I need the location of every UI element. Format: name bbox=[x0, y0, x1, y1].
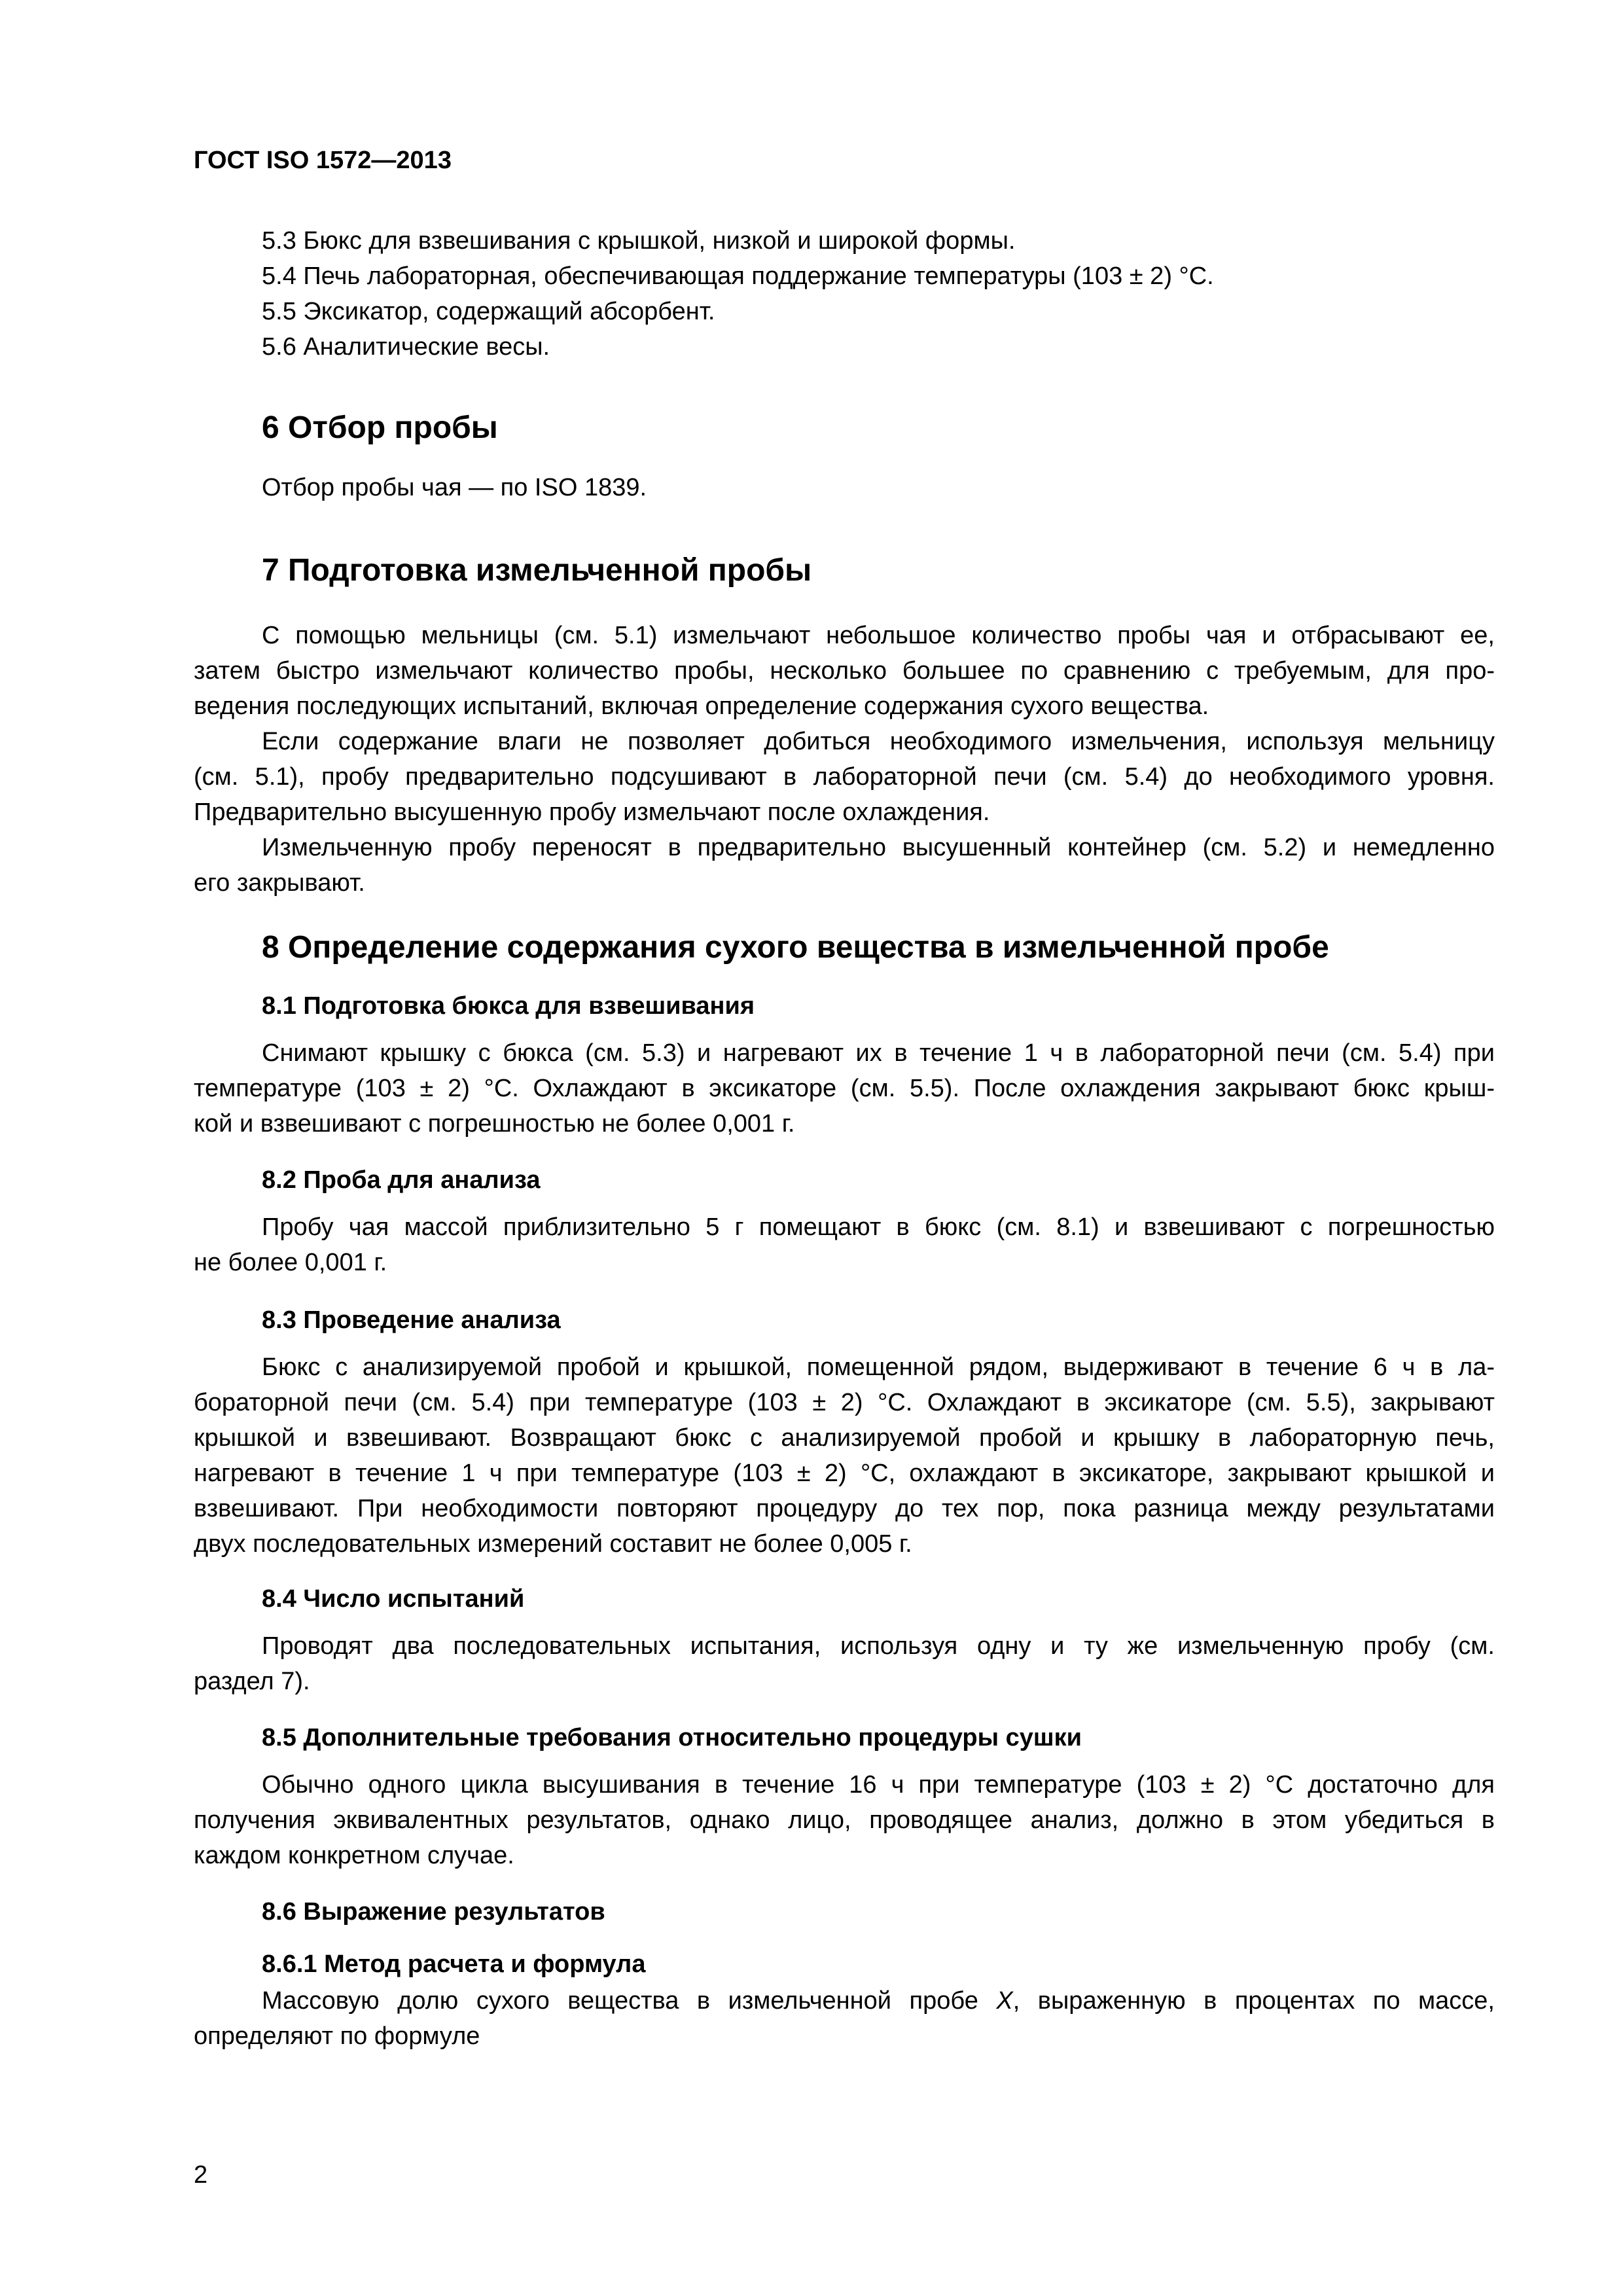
text-line bbox=[194, 1983, 1495, 2018]
section-8-6-1-title: 8.6.1 Метод расчета и формула bbox=[262, 1950, 646, 1978]
section-8-6-1-text bbox=[194, 1983, 1495, 2054]
variable-x: X bbox=[996, 1987, 1013, 2015]
section-6-title: 6 Отбор пробы bbox=[262, 410, 498, 445]
section-8-2-title: 8.2 Проба для анализа bbox=[262, 1166, 541, 1194]
text-line: определяют по формуле bbox=[194, 2022, 480, 2050]
list-item-5-5: 5.5 Эксикатор, содержащий абсорбент. bbox=[262, 298, 715, 325]
section-7-title: 7 Подготовка измельченной пробы bbox=[262, 553, 812, 588]
section-8-3-title: 8.3 Проведение анализа bbox=[262, 1306, 561, 1334]
section-8-5-title: 8.5 Дополнительные требования относительно процедуры сушки bbox=[262, 1724, 1082, 1751]
text-line: двух последовательных измерений составит не более 0,005 г. bbox=[194, 1530, 912, 1558]
text-line: Обычно одного цикла высушивания в течение 16 ч при температуре (103 ± 2) °С достаточно для bbox=[262, 1771, 1495, 1799]
text-line: ведения последующих испытаний, включая определение содержания сухого вещества. bbox=[194, 692, 1209, 720]
section-8-title: 8 Определение содержания сухого вещества в измельченной пробе bbox=[262, 930, 1329, 965]
page-number: 2 bbox=[194, 2161, 208, 2189]
section-8-6-title: 8.6 Выражение результатов bbox=[262, 1898, 605, 1926]
text-line: нагревают в течение 1 ч при температуре (103 ± 2) °С, охлаждают в эксикаторе, закрывают крышкой и bbox=[194, 1460, 1495, 1487]
text-line: С помощью мельницы (см. 5.1) измельчают небольшое количество пробы чая и отбрасывают ее, bbox=[262, 622, 1495, 649]
text-line: крышкой и взвешивают. Возвращают бюкс с анализируемой пробой и крышку в лабораторную печь, bbox=[194, 1424, 1495, 1452]
section-8-4-title: 8.4 Число испытаний bbox=[262, 1585, 525, 1613]
document-header: ГОСТ ISO 1572—2013 bbox=[194, 147, 452, 174]
list-item-5-6: 5.6 Аналитические весы. bbox=[262, 333, 550, 361]
list-item-5-4: 5.4 Печь лабораторная, обеспечивающая поддержание температуры (103 ± 2) °С. bbox=[262, 262, 1214, 290]
text-line: (см. 5.1), пробу предварительно подсушивают в лабораторной печи (см. 5.4) до необходимого уровня. bbox=[194, 763, 1495, 791]
section-8-4-text bbox=[194, 1628, 1495, 1699]
section-8-3-text bbox=[194, 1350, 1495, 1562]
list-item-5-3: 5.3 Бюкс для взвешивания с крышкой, низкой и широкой формы. bbox=[262, 227, 1016, 255]
text-line: кой и взвешивают с погрешностью не более 0,001 г. bbox=[194, 1110, 795, 1138]
section-7-paragraph-1 bbox=[194, 618, 1495, 901]
text-line: Если содержание влаги не позволяет добиться необходимого измельчения, используя мельницу bbox=[262, 728, 1495, 755]
text-line: Предварительно высушенную пробу измельчают после охлаждения. bbox=[194, 798, 990, 826]
text-line: раздел 7). bbox=[194, 1668, 310, 1695]
section-6-text: Отбор пробы чая — по ISO 1839. bbox=[262, 474, 647, 501]
text-line: Бюкс с анализируемой пробой и крышкой, помещенной рядом, выдерживают в течение 6 ч в ла- bbox=[262, 1354, 1495, 1381]
text-line: Снимают крышку с бюкса (см. 5.3) и нагревают их в течение 1 ч в лабораторной печи (см. 5.4) при bbox=[262, 1039, 1495, 1067]
text-line: Проводят два последовательных испытания, используя одну и ту же измельченную пробу (см. bbox=[262, 1632, 1495, 1660]
section-8-5-text bbox=[194, 1767, 1495, 1873]
text-line: не более 0,001 г. bbox=[194, 1249, 387, 1276]
text-line: температуре (103 ± 2) °С. Охлаждают в эксикаторе (см. 5.5). После охлаждения закрывают бюкс крыш- bbox=[194, 1075, 1495, 1102]
text-line: Пробу чая массой приблизительно 5 г помещают в бюкс (см. 8.1) и взвешивают с погрешностью bbox=[262, 1213, 1495, 1241]
section-8-2-text bbox=[194, 1210, 1495, 1280]
text-line: каждом конкретном случае. bbox=[194, 1842, 514, 1869]
text-line: получения эквивалентных результатов, однако лицо, проводящее анализ, должно в этом убедиться в bbox=[194, 1806, 1495, 1834]
text-line: взвешивают. При необходимости повторяют процедуру до тех пор, пока разница между результатами bbox=[194, 1495, 1495, 1522]
section-8-1-title: 8.1 Подготовка бюкса для взвешивания bbox=[262, 992, 755, 1020]
text-fragment: Массовую долю сухого вещества в измельченной пробе bbox=[262, 1987, 997, 2015]
text-line: бораторной печи (см. 5.4) при температуре (103 ± 2) °С. Охлаждают в эксикаторе (см. 5.5), закрывают bbox=[194, 1389, 1495, 1416]
text-line: затем быстро измельчают количество пробы, несколько большее по сравнению с требуемым, для про- bbox=[194, 657, 1495, 685]
section-8-1-text bbox=[194, 1035, 1495, 1141]
text-line: его закрывают. bbox=[194, 869, 365, 897]
text-line: Измельченную пробу переносят в предварительно высушенный контейнер (см. 5.2) и немедленно bbox=[262, 834, 1495, 861]
text-fragment: , выраженную в процентах по массе, bbox=[1012, 1987, 1495, 2015]
